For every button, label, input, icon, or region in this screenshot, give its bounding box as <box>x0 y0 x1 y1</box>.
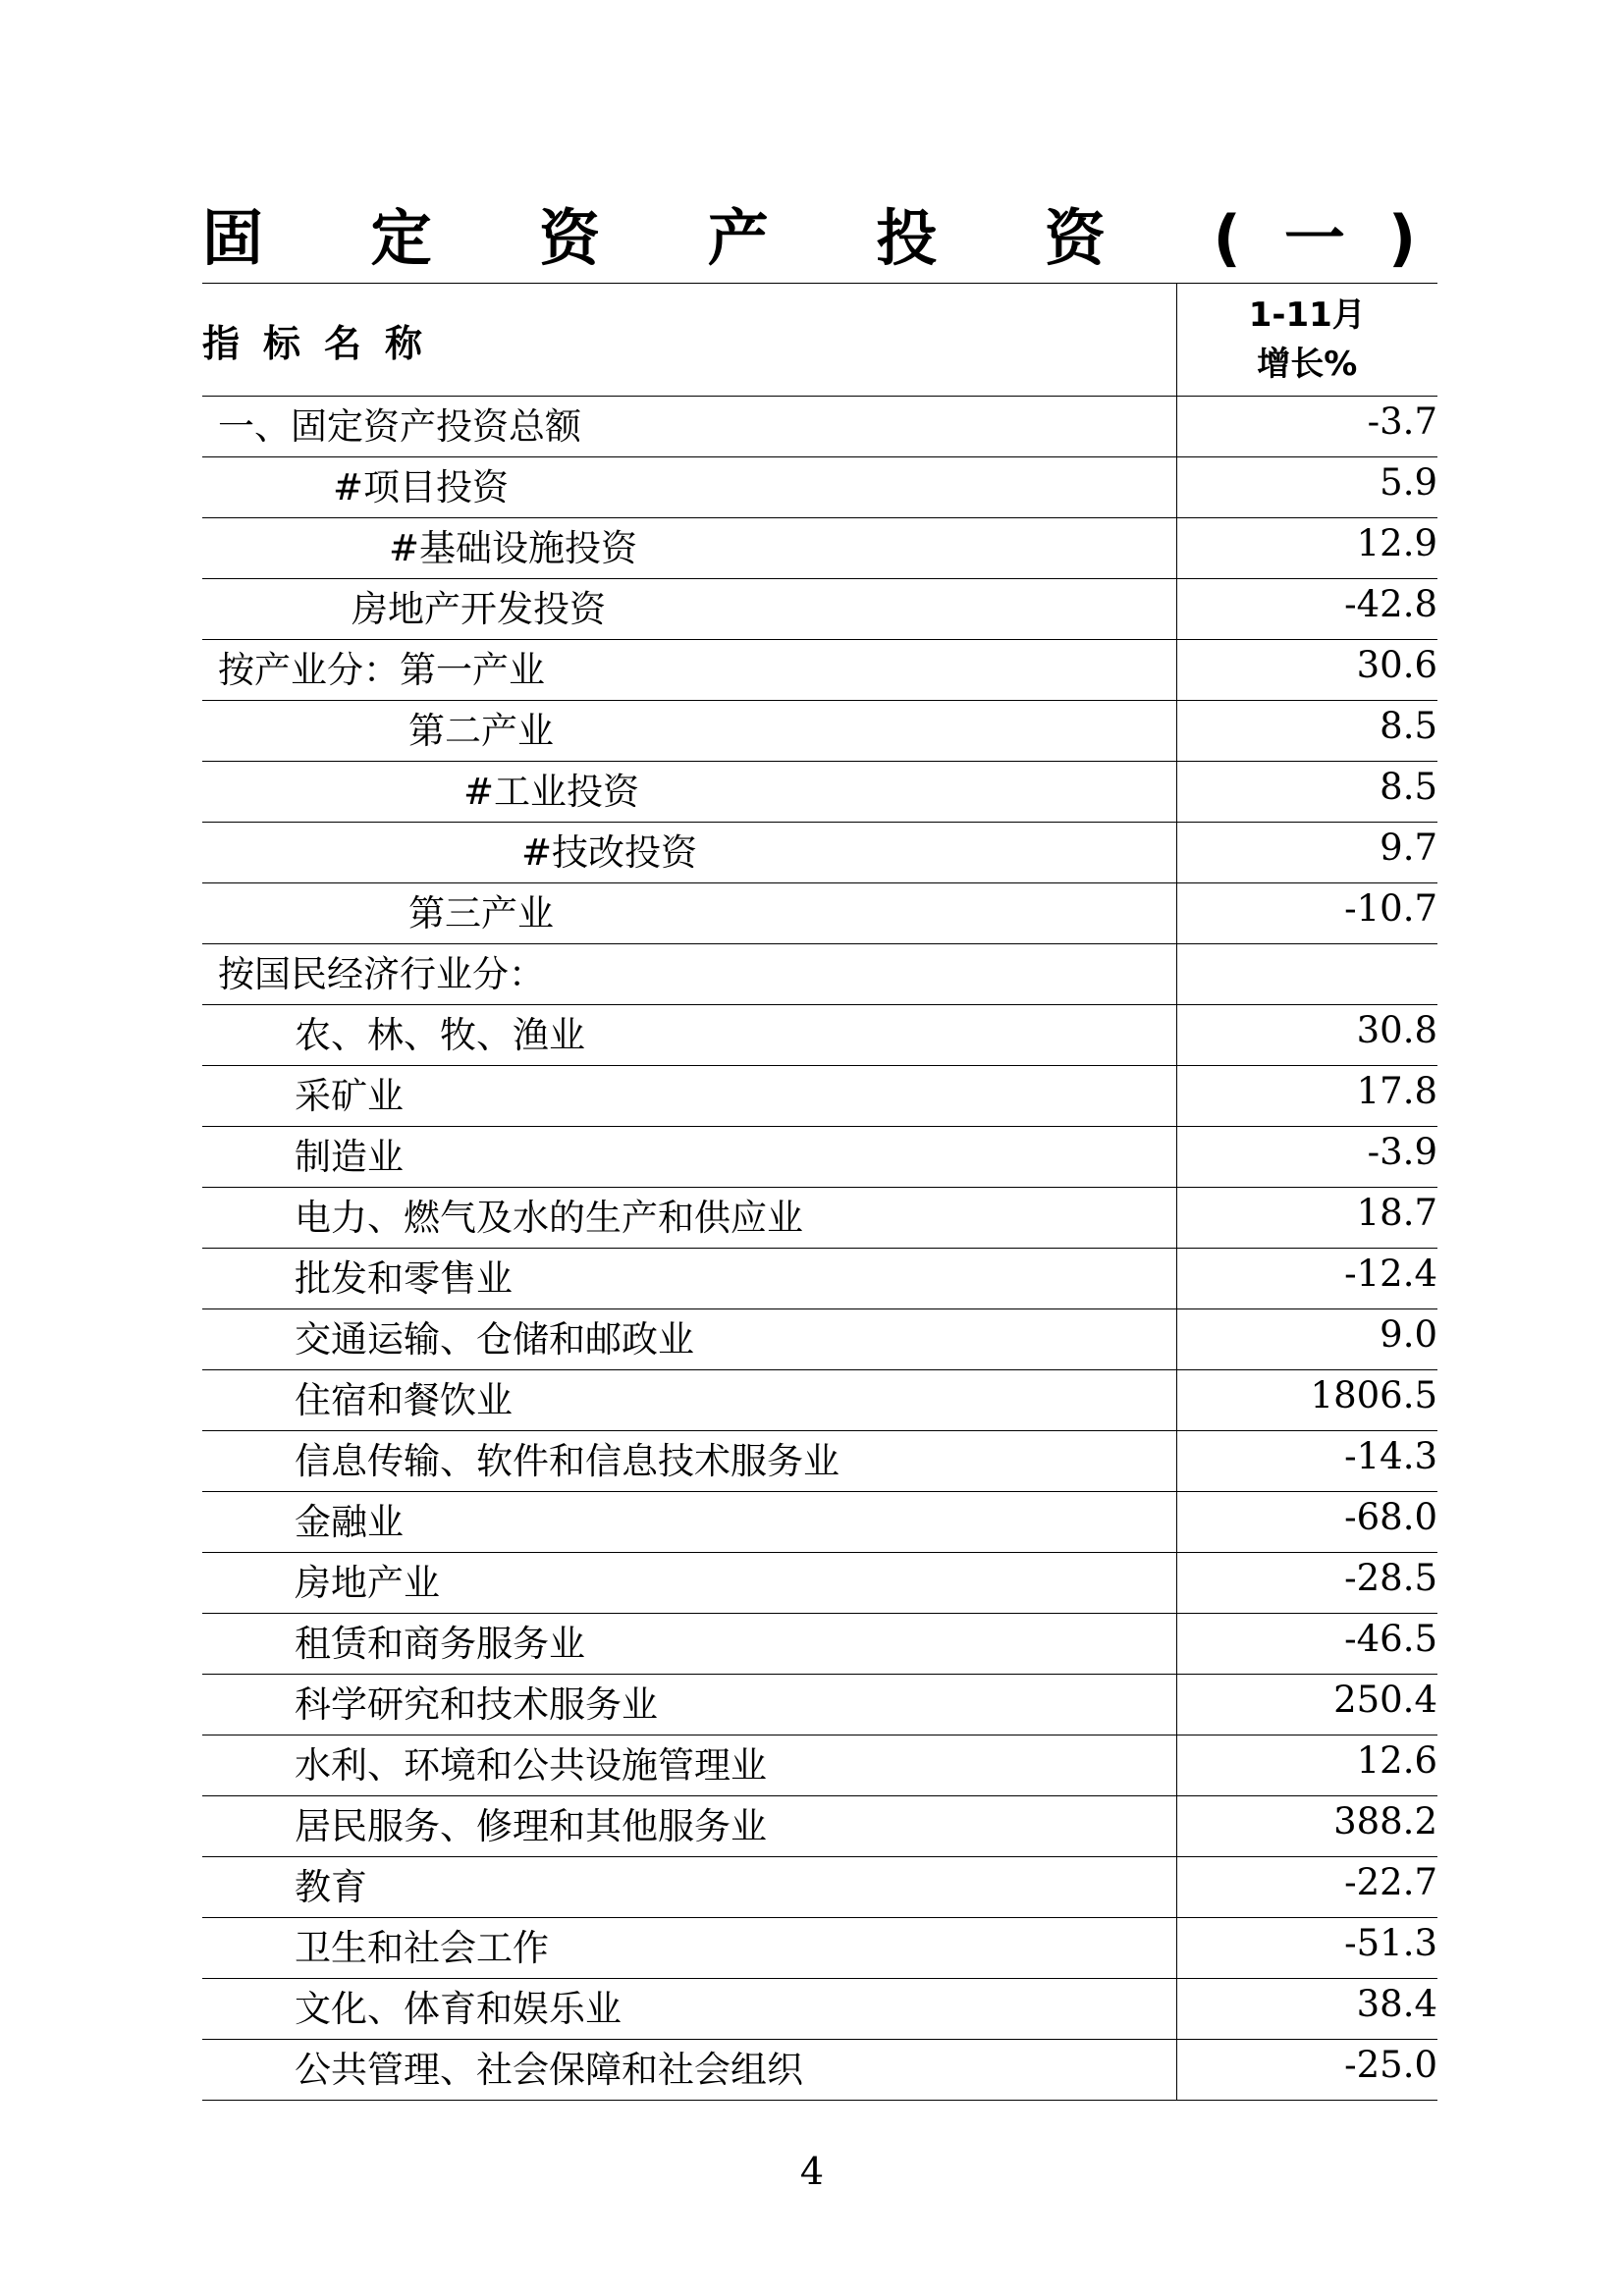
row-label: 制造业 <box>202 1127 1176 1188</box>
row-growth-value: 9.7 <box>1176 823 1437 883</box>
table-row <box>202 1735 1437 1796</box>
row-label: 农、林、牧、渔业 <box>202 1005 1176 1066</box>
table-row <box>202 1066 1437 1127</box>
row-growth-value: -10.7 <box>1176 883 1437 944</box>
row-growth-value: 8.5 <box>1176 762 1437 823</box>
row-growth-value: 30.8 <box>1176 1005 1437 1066</box>
row-label: 居民服务、修理和其他服务业 <box>202 1796 1176 1857</box>
row-growth-value: 5.9 <box>1176 457 1437 518</box>
row-growth-value: 18.7 <box>1176 1188 1437 1249</box>
row-growth-value: -3.9 <box>1176 1127 1437 1188</box>
row-label: 水利、环境和公共设施管理业 <box>202 1735 1176 1796</box>
row-label: 公共管理、社会保障和社会组织 <box>202 2040 1176 2101</box>
table-row <box>202 1188 1437 1249</box>
table-row <box>202 579 1437 640</box>
row-label: 交通运输、仓储和邮政业 <box>202 1309 1176 1370</box>
table-row <box>202 1127 1437 1188</box>
row-growth-value: -42.8 <box>1176 579 1437 640</box>
table-row <box>202 2040 1437 2101</box>
row-growth-value: -25.0 <box>1176 2040 1437 2101</box>
row-label: 信息传输、软件和信息技术服务业 <box>202 1431 1176 1492</box>
row-growth-value: -3.7 <box>1176 397 1437 457</box>
row-label: 教育 <box>202 1857 1176 1918</box>
row-label: 房地产开发投资 <box>202 579 1176 640</box>
row-label: 文化、体育和娱乐业 <box>202 1979 1176 2040</box>
row-growth-value: 1806.5 <box>1176 1370 1437 1431</box>
row-label: #项目投资 <box>202 457 1176 518</box>
header-period: 1-11月 <box>1248 295 1366 335</box>
row-label: 卫生和社会工作 <box>202 1918 1176 1979</box>
row-growth-value: -46.5 <box>1176 1614 1437 1675</box>
row-label: 金融业 <box>202 1492 1176 1553</box>
row-label: 房地产业 <box>202 1553 1176 1614</box>
row-growth-value: -14.3 <box>1176 1431 1437 1492</box>
table-row <box>202 883 1437 944</box>
table-row <box>202 518 1437 579</box>
row-growth-value: 17.8 <box>1176 1066 1437 1127</box>
row-label: 电力、燃气及水的生产和供应业 <box>202 1188 1176 1249</box>
row-growth-value: 12.9 <box>1176 518 1437 579</box>
table-row <box>202 1431 1437 1492</box>
table-row <box>202 762 1437 823</box>
table-row <box>202 1249 1437 1309</box>
row-growth-value: 388.2 <box>1176 1796 1437 1857</box>
row-label: #工业投资 <box>202 762 1176 823</box>
row-label: #技改投资 <box>202 823 1176 883</box>
table-row <box>202 1309 1437 1370</box>
row-growth-value: -12.4 <box>1176 1249 1437 1309</box>
row-label: 科学研究和技术服务业 <box>202 1675 1176 1735</box>
table-row <box>202 1796 1437 1857</box>
table-row <box>202 397 1437 457</box>
row-growth-value: -51.3 <box>1176 1918 1437 1979</box>
header-indicator-name: 指标名称 <box>202 284 1176 397</box>
table-header-row <box>202 284 1437 397</box>
fixed-asset-investment-table <box>202 283 1437 2101</box>
row-growth-value: 12.6 <box>1176 1735 1437 1796</box>
row-growth-value: 30.6 <box>1176 640 1437 701</box>
row-growth-value: -28.5 <box>1176 1553 1437 1614</box>
header-growth <box>1176 284 1437 397</box>
table-row <box>202 1553 1437 1614</box>
table-row <box>202 1370 1437 1431</box>
row-label: 按国民经济行业分： <box>202 944 1176 1005</box>
row-growth-value <box>1176 944 1437 1005</box>
row-growth-value: 38.4 <box>1176 1979 1437 2040</box>
table-row <box>202 640 1437 701</box>
table-row <box>202 1857 1437 1918</box>
page-number: 4 <box>799 2150 825 2193</box>
table-row <box>202 823 1437 883</box>
table-row <box>202 457 1437 518</box>
table-row <box>202 1675 1437 1735</box>
table-row <box>202 944 1437 1005</box>
row-growth-value: 250.4 <box>1176 1675 1437 1735</box>
table-row <box>202 1005 1437 1066</box>
table-row <box>202 1979 1437 2040</box>
row-label: 一、固定资产投资总额 <box>202 397 1176 457</box>
row-label: 第三产业 <box>202 883 1176 944</box>
row-label: 批发和零售业 <box>202 1249 1176 1309</box>
table-body <box>202 397 1437 2101</box>
row-label: 按产业分：第一产业 <box>202 640 1176 701</box>
row-growth-value: 8.5 <box>1176 701 1437 762</box>
table-row <box>202 1492 1437 1553</box>
row-label: 第二产业 <box>202 701 1176 762</box>
row-label: 住宿和餐饮业 <box>202 1370 1176 1431</box>
row-growth-value: 9.0 <box>1176 1309 1437 1370</box>
table-row <box>202 701 1437 762</box>
header-unit: 增长% <box>1257 345 1358 384</box>
row-growth-value: -22.7 <box>1176 1857 1437 1918</box>
page-title: 固 定 资 产 投 资 (一) <box>202 202 1460 274</box>
row-growth-value: -68.0 <box>1176 1492 1437 1553</box>
table-row <box>202 1918 1437 1979</box>
row-label: 租赁和商务服务业 <box>202 1614 1176 1675</box>
row-label: #基础设施投资 <box>202 518 1176 579</box>
table-row <box>202 1614 1437 1675</box>
row-label: 采矿业 <box>202 1066 1176 1127</box>
